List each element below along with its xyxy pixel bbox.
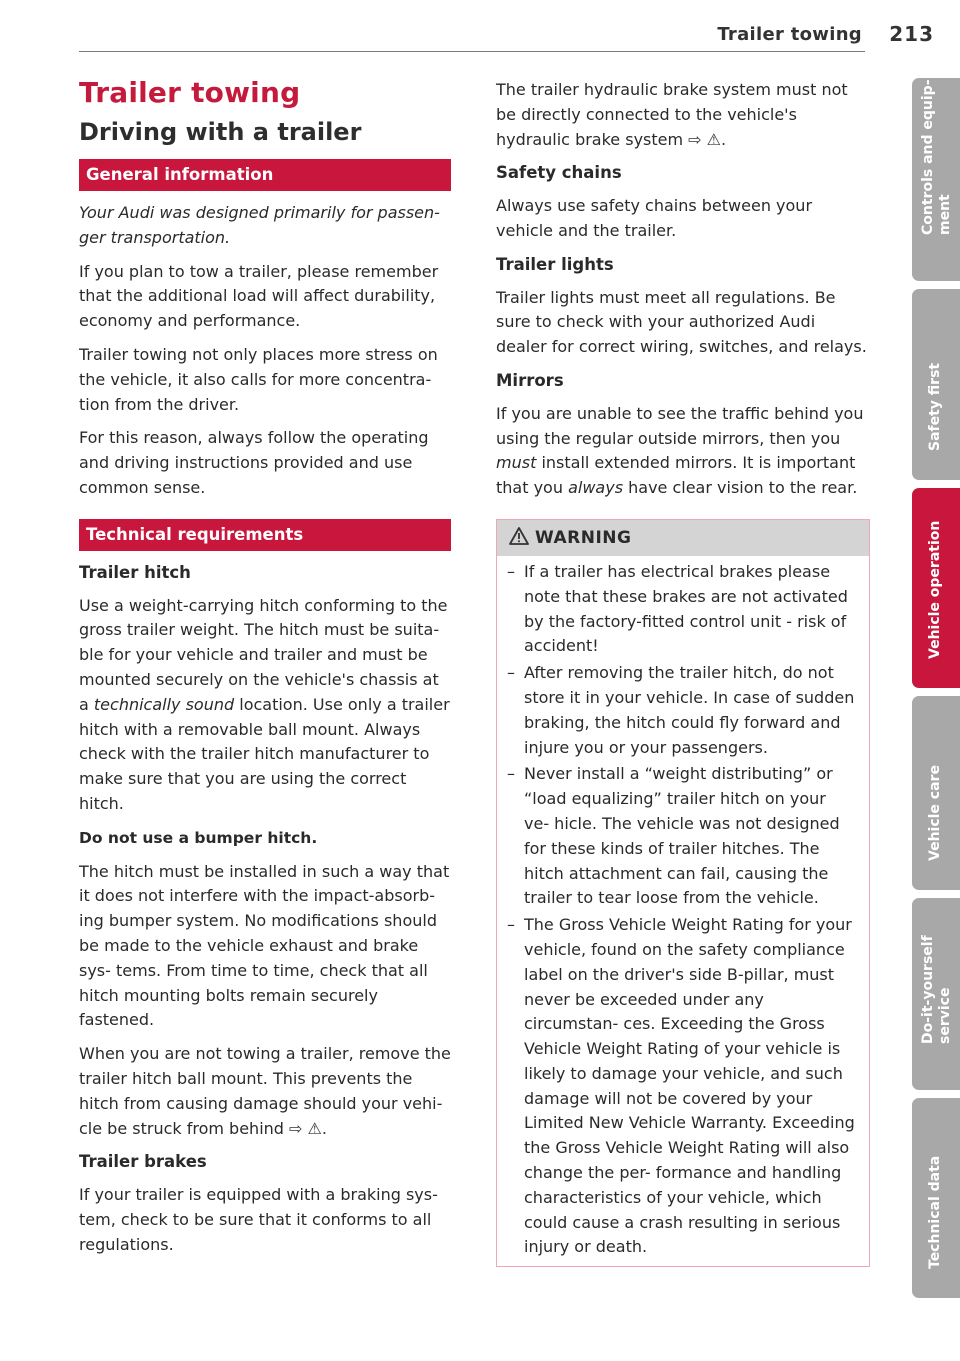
- tab-label-line1: Controls and equip-: [920, 79, 936, 235]
- right-column: [496, 78, 870, 1267]
- heading-mirrors: Mirrors: [496, 370, 564, 390]
- tab-label: Technical data: [927, 1155, 943, 1269]
- tab-label-line1: Do-it-yourself: [920, 935, 936, 1044]
- tab-vehicle-operation[interactable]: [912, 488, 960, 688]
- paragraph-reason: For this reason, always follow the operating and driving instructions provided and use common sense.: [79, 428, 429, 497]
- warning-reference-link[interactable]: ⇨ ⚠.: [688, 129, 727, 149]
- warning-item: – If a trailer has electrical brakes please note that these brakes are not activated by the factory-fitted control unit - risk of accident!: [507, 561, 848, 656]
- warning-item: – The Gross Vehicle Weight Rating for your vehicle, found on the safety compliance label on the driver's side B-pillar, must never be exceeded under any circumstan- ces. Exceeding the Gross Vehicle Weight Rating of your vehicle is likely to damage your vehicle, and such damage will not be covered by your Limited New Vehicle Warranty. Exceeding the Gross Vehicle Weight Rating will also change the per- formance and handling characteristics of your vehicle, which could cause a crash resulting in serious injury or death.: [507, 915, 855, 1257]
- paragraph-load: If you plan to tow a trailer, please remember that the additional load will affect durability, economy and performance.: [79, 261, 439, 331]
- paragraph-stress: Trailer towing not only places more stress on the vehicle, it also calls for more concentra- tion from the driver.: [79, 344, 438, 414]
- tab-label: Safety first: [927, 362, 943, 451]
- mirrors-text-a: If you are unable to see the traffic behind you using the regular outside mirrors, then you: [496, 403, 864, 448]
- warning-triangle-icon: [509, 522, 529, 558]
- warning-item-text: Never install a “weight distributing” or “load equalizing” trailer hitch on your ve- hicle. The vehicle was not designed for these kinds of trailer hitches. The hitch attachment can fail, causing the trailer to tear loose from the vehicle.: [524, 764, 840, 908]
- running-title: Trailer towing: [717, 24, 862, 45]
- header-rule: [79, 51, 865, 52]
- heading-bumper-hitch: Do not use a bumper hitch.: [79, 828, 318, 847]
- heading-trailer-hitch: Trailer hitch: [79, 562, 191, 582]
- tab-label: Vehicle operation: [927, 520, 943, 659]
- left-column: [79, 76, 451, 1266]
- warning-reference-link[interactable]: ⇨ ⚠.: [289, 1118, 327, 1138]
- chapter-title: Trailer towing: [79, 76, 301, 109]
- section-title: Driving with a trailer: [79, 118, 362, 146]
- warning-list: [497, 556, 869, 1266]
- paragraph-remove-ball: [79, 1042, 451, 1141]
- warning-item-text: After removing the trailer hitch, do not store it in your vehicle. In case of sudden braking, the hitch could fly forward and injure you or your passengers.: [524, 663, 855, 757]
- tab-do-it-yourself-service[interactable]: [912, 898, 960, 1090]
- heading-safety-chains: Safety chains: [496, 163, 622, 183]
- tab-controls-and-equipment[interactable]: [912, 78, 960, 281]
- warning-box: [496, 519, 870, 1267]
- tab-label: [920, 79, 954, 235]
- remove-text: When you are not towing a trailer, remove the trailer hitch ball mount. This prevents the hitch from causing damage should your vehi- cle be struck from behind: [79, 1044, 451, 1138]
- paragraph-mirrors: [496, 402, 870, 501]
- mirrors-emphasis-must: must: [496, 453, 537, 473]
- tab-label: [920, 935, 954, 1044]
- paragraph-brakes: If your trailer is equipped with a braking sys- tem, check to be sure that it conforms to all regulations.: [79, 1185, 438, 1254]
- warning-item-text: The Gross Vehicle Weight Rating for your vehicle, found on the safety compliance label on the driver's side B-pillar, must never be exceeded under any circumstan- ces. Exceeding the Gross Vehicle Weight Rating of your vehicle is likely to damage your vehicle, and such damage will not be covered by your Limited New Vehicle Warranty. Exceeding the Gross Vehicle Weight Rating will also change the per- formance and handling characteristics of your vehicle, which could cause a crash resulting in serious injury or death.: [524, 915, 855, 1257]
- tab-vehicle-care[interactable]: [912, 696, 960, 890]
- tab-label-line2: service: [937, 987, 953, 1044]
- warning-item-text: If a trailer has electrical brakes please note that these brakes are not activated by the factory-fitted control unit - risk of accident!: [524, 561, 848, 656]
- tab-technical-data[interactable]: [912, 1098, 960, 1298]
- heading-general-information: General information: [79, 159, 451, 191]
- hitch-text-a: Use a weight-carrying hitch conforming to the gross trailer weight. The hitch must be suita- ble for your vehicle and trailer and must be mounted securely on the vehicle's chassis at a: [79, 595, 448, 714]
- paragraph-lights: Trailer lights must meet all regulations. Be sure to check with your authorized Audi dealer for correct wiring, switches, and relays.: [496, 287, 867, 357]
- heading-trailer-lights: Trailer lights: [496, 254, 614, 274]
- tab-label: Vehicle care: [927, 765, 943, 861]
- tab-label-line2: ment: [937, 194, 953, 235]
- paragraph-chains: Always use safety chains between your vehicle and the trailer.: [496, 196, 813, 240]
- intro-lead: Your Audi was designed primarily for passen- ger transportation.: [79, 203, 440, 247]
- warning-item: – After removing the trailer hitch, do not store it in your vehicle. In case of sudden braking, the hitch could fly forward and injure you or your passengers.: [507, 663, 855, 757]
- warning-item: – Never install a “weight distributing” or “load equalizing” trailer hitch on your ve- hicle. The vehicle was not designed for these kinds of trailer hitches. The hitch attachment can fail, causing the trailer to tear loose from the vehicle.: [507, 764, 840, 908]
- mirrors-text-c: have clear vision to the rear.: [628, 478, 858, 498]
- paragraph-hydraulic: [496, 78, 870, 152]
- hydraulic-text: The trailer hydraulic brake system must not be directly connected to the vehicle's hydraulic brake system: [496, 80, 848, 149]
- paragraph-hitch: [79, 594, 451, 817]
- hitch-text-b: location. Use only a trailer hitch with a removable ball mount. Always check with the trailer hitch manufacturer to make sure that you are using the correct hitch.: [79, 694, 450, 813]
- tab-safety-first[interactable]: [912, 289, 960, 480]
- warning-label: WARNING: [535, 527, 632, 548]
- mirrors-emphasis-always: always: [568, 478, 624, 498]
- mirrors-text-b: install extended mirrors. It is important that you: [496, 453, 856, 498]
- heading-trailer-brakes: Trailer brakes: [79, 1152, 207, 1172]
- heading-technical-requirements: Technical requirements: [79, 519, 451, 551]
- warning-header: [497, 520, 869, 556]
- hitch-emphasis: technically sound: [93, 694, 235, 714]
- page-number: 213: [889, 22, 934, 46]
- paragraph-bumper: The hitch must be installed in such a way that it does not interfere with the impact-absorb- ing bumper system. No modifications should be made to the vehicle exhaust and brake sys- tems. From time to time, check that all hitch mounting bolts remain securely fastened.: [79, 861, 450, 1030]
